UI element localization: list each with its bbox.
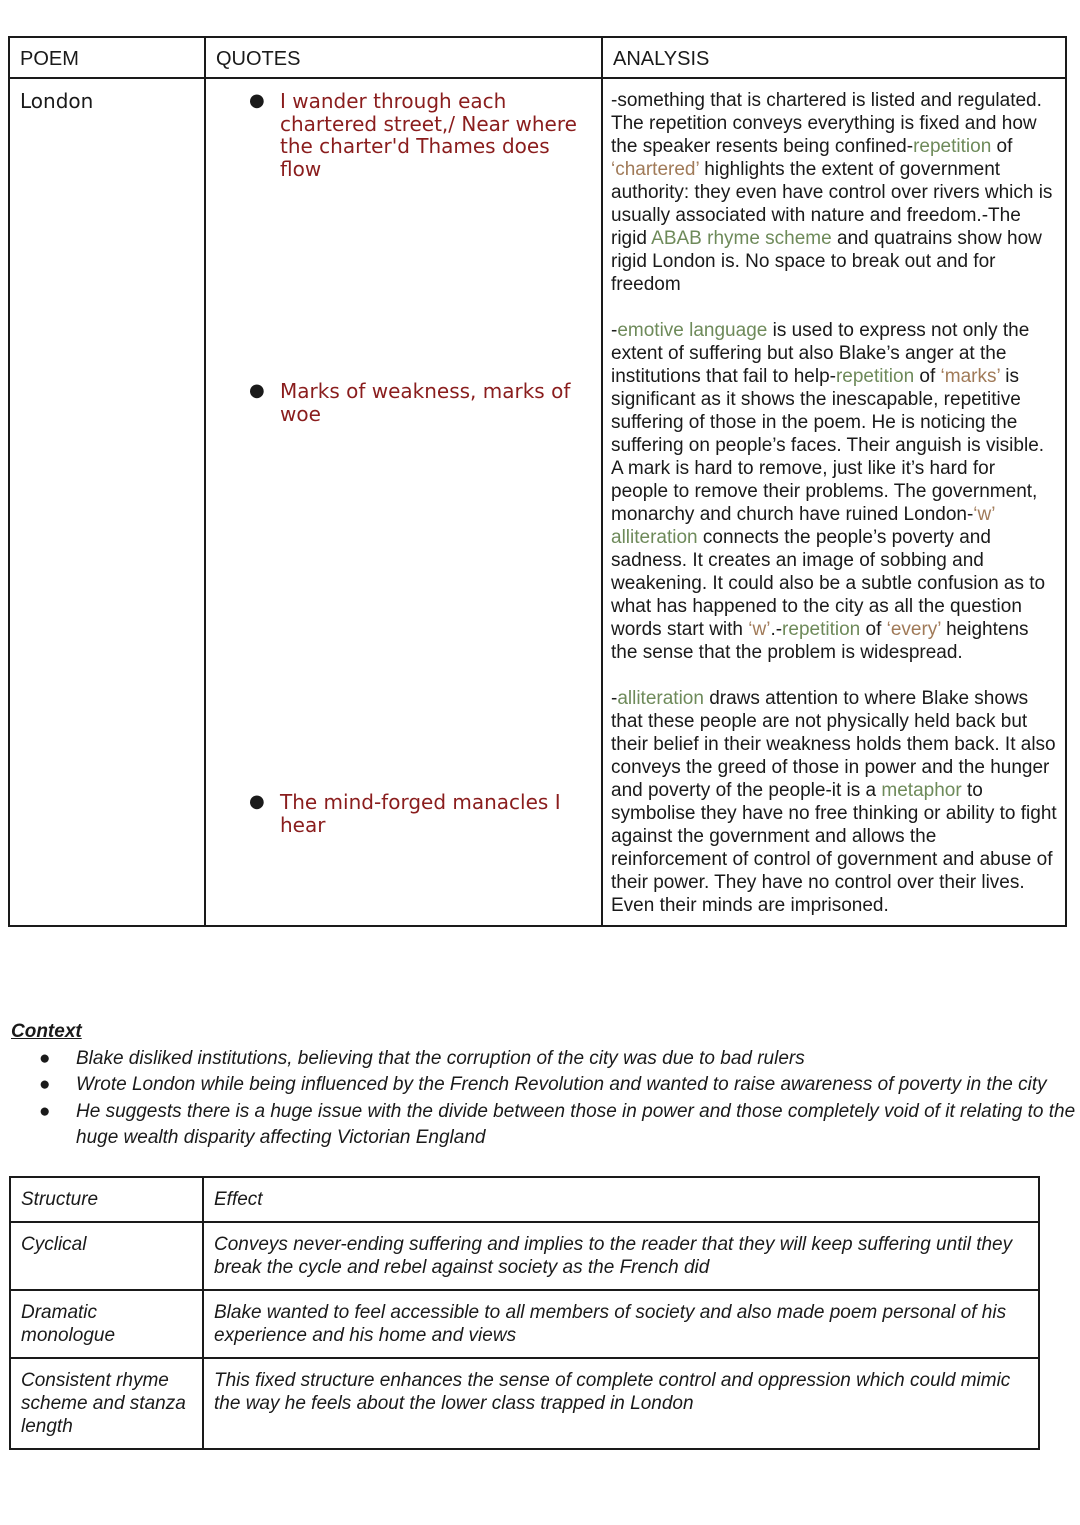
poem-row <box>9 78 1066 926</box>
structure-row <box>10 1222 1039 1290</box>
context-title: Context <box>11 1021 82 1042</box>
context-bullet <box>11 1072 1076 1099</box>
quote-item <box>206 380 601 425</box>
effect-cell: Blake wanted to feel accessible to all members of society and also made poem personal of his experience and his home and views <box>203 1290 1039 1358</box>
analysis-text: - <box>611 688 618 709</box>
analysis-cell <box>602 78 1066 926</box>
analysis-header: ANALYSIS <box>602 37 1066 78</box>
effect-header: Effect <box>203 1177 1039 1222</box>
quote-text: I wander through each chartered street,/ Near where the charter'd Thames does flow <box>280 89 577 181</box>
structure-cell: Consistent rhyme scheme and stanza length <box>10 1358 203 1449</box>
poem-name: London <box>20 89 94 113</box>
effect-cell: Conveys never-ending suffering and implies to the reader that they will keep suffering until they break the cycle and rebel against society as the French did <box>203 1222 1039 1290</box>
structure-row <box>10 1358 1039 1449</box>
quoted-word: ‘every’ <box>886 619 941 640</box>
analysis-text: - <box>829 366 836 387</box>
quote-text: Marks of weakness, marks of woe <box>280 379 571 426</box>
analysis-text: highlights the extent of government authority: they even have control over rivers which is usually associated with nature and freedom. <box>611 159 1053 226</box>
quote-item <box>206 791 601 836</box>
analysis-text: draws attention to where Blake shows that these people are not physically held back but their belief in their weakness holds them back. It also conveys the greed of those in power and the hunger and poverty of the people <box>611 688 1056 801</box>
structure-header-row <box>10 1177 1039 1222</box>
quoted-word: ‘w’ <box>973 504 995 525</box>
analysis-text: of <box>914 366 941 387</box>
structure-cell: Cyclical <box>10 1222 203 1290</box>
analysis-text: . <box>770 619 776 640</box>
technique-term: alliteration <box>611 527 698 548</box>
analysis-text: is significant as it shows the inescapable, repetitive suffering of those in the poem. He is noticing the suffering on people’s faces. Their anguish is visible. A mark is hard to remove, just like it’s hard for people to remove their problems. The government, monarchy and church have ruined London <box>611 366 1045 525</box>
quoted-word: ‘marks’ <box>940 366 1001 387</box>
quote-text: The mind-forged manacles I hear <box>280 790 561 837</box>
bullet-icon: ● <box>39 1100 51 1122</box>
poem-analysis-table <box>8 36 1067 927</box>
analysis-text: connects the people’s poverty and sadness. It creates an image of sobbing and weakening. It could also be a subtle confusion as to what has happened to the city as all the question words start with <box>611 527 1046 640</box>
quoted-word: ‘w’ <box>748 619 771 640</box>
bullet-icon: ● <box>249 791 265 812</box>
technique-term: repetition <box>782 619 861 640</box>
bullet-icon: ● <box>39 1074 51 1095</box>
header-row <box>9 37 1066 78</box>
context-text: He suggests there is a huge issue with the divide between those in power and those completely void of it relating to the huge wealth disparity affecting Victorian England <box>76 1100 1076 1148</box>
quotes-header: QUOTES <box>205 37 602 78</box>
technique-term: repetition <box>835 366 915 387</box>
analysis-paragraph <box>611 319 1057 664</box>
analysis-text: is used to express not only the extent of suffering but also Blake’s anger at the institutions that fail to help <box>611 320 1030 387</box>
technique-term: metaphor <box>881 780 962 801</box>
bullet-icon: ● <box>249 380 265 401</box>
technique-term: ABAB rhyme scheme <box>651 228 832 249</box>
analysis-text: -The rigid <box>611 205 1021 249</box>
context-section <box>11 1019 1076 1152</box>
quote-item <box>206 90 601 180</box>
analysis-text: and quatrains show how rigid London is. No space to break out and for freedom <box>611 228 1042 295</box>
poem-cell <box>9 78 205 926</box>
analysis-text: -it is a <box>825 780 882 801</box>
analysis-text: - <box>775 619 783 640</box>
bullet-icon: ● <box>39 1047 51 1069</box>
technique-term: repetition <box>913 136 992 157</box>
effect-cell: This fixed structure enhances the sense of complete control and oppression which could mimic the way he feels about the lower class trapped in London <box>203 1358 1039 1449</box>
analysis-text: heightens the sense that the problem is widespread. <box>611 619 1029 663</box>
context-text: Blake disliked institutions, believing that the corruption of the city was due to bad rulers <box>76 1047 805 1069</box>
quoted-word: ‘chartered’ <box>611 159 700 180</box>
technique-term: emotive language <box>617 320 768 341</box>
analysis-text: - <box>966 504 974 525</box>
bullet-icon: ● <box>249 90 265 111</box>
analysis-text: of <box>860 619 887 640</box>
structure-row <box>10 1290 1039 1358</box>
context-list <box>11 1046 1076 1152</box>
technique-term: alliteration <box>617 688 704 709</box>
structure-table <box>9 1176 1040 1450</box>
context-bullet <box>11 1099 1076 1152</box>
analysis-text: - <box>611 320 618 341</box>
structure-cell: Dramatic monologue <box>10 1290 203 1358</box>
context-bullet <box>11 1046 1076 1073</box>
analysis-text: - <box>906 136 914 157</box>
quotes-cell <box>205 78 602 926</box>
analysis-paragraph <box>611 89 1057 296</box>
context-text: Wrote London while being influenced by the French Revolution and wanted to raise awareness of poverty in the city <box>76 1074 1047 1095</box>
structure-header: Structure <box>10 1177 203 1222</box>
analysis-text: of <box>991 136 1013 157</box>
poem-header: POEM <box>9 37 205 78</box>
analysis-paragraph <box>611 687 1057 917</box>
analysis-text: -something that is chartered is listed and regulated. The repetition conveys everything is fixed and how the speaker resents being confined <box>611 90 1042 157</box>
analysis-text: to symbolise they have no free thinking or ability to fight against the government and allows the reinforcement of control of government and abuse of their power. They have no control over their lives. Even their minds are imprisoned. <box>611 780 1057 916</box>
